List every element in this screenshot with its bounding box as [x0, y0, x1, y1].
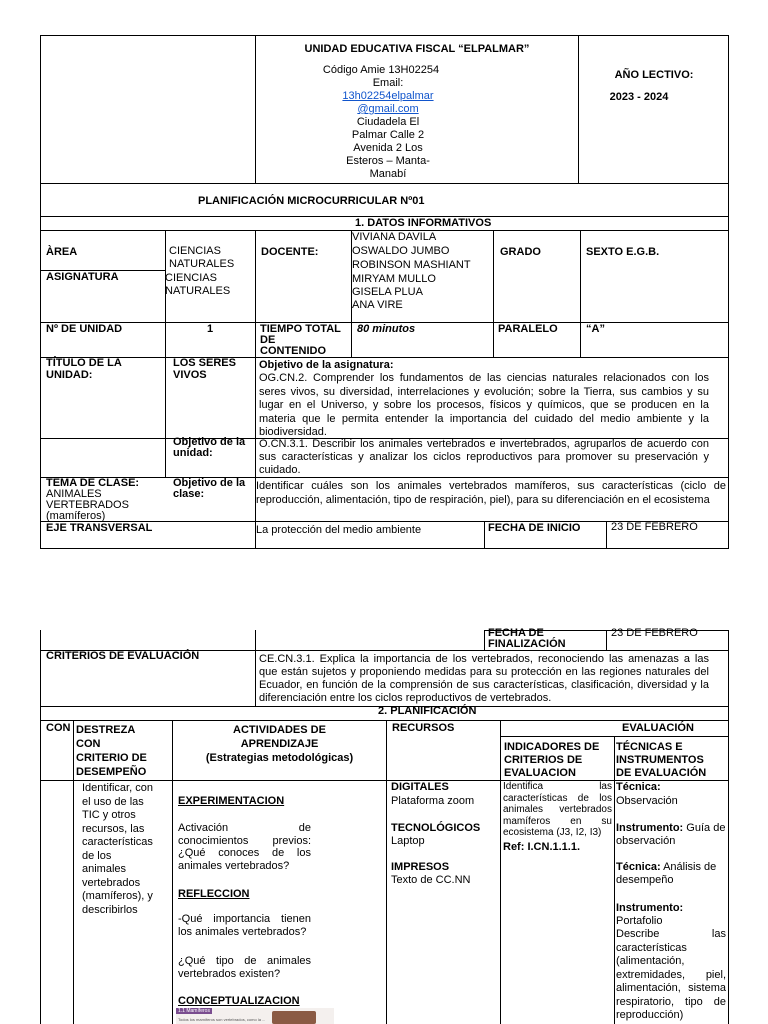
address-line-4: Esteros – Manta- — [346, 155, 430, 167]
col-destreza — [76, 723, 147, 779]
tema-label: TEMA DE CLASE: — [46, 477, 140, 489]
email-link-part1[interactable]: 13h02254elpalmar — [342, 90, 434, 102]
rule — [40, 720, 729, 721]
col-tecnicas — [616, 741, 706, 780]
tema-value-1: ANIMALES — [46, 488, 102, 500]
reflexion-text-2: ¿Qué tipo de animales vertebrados existen? — [178, 955, 311, 980]
asignatura-value-2: NATURALES — [165, 285, 231, 297]
col-actividades-line: APRENDIZAJE — [240, 738, 319, 750]
instrumento-label-2: Instrumento: — [616, 902, 684, 914]
rule — [40, 183, 729, 184]
rule — [578, 35, 579, 184]
rule — [40, 548, 729, 549]
col-actividades — [173, 723, 386, 765]
tiempo-label-2: DE — [260, 334, 276, 346]
destreza-line: el uso de las — [82, 795, 144, 808]
school-name: UNIDAD EDUCATIVA FISCAL “ELPALMAR” — [304, 43, 530, 55]
rec-digitales-value: Plataforma zoom — [391, 795, 475, 807]
conceptualizacion-heading: CONCEPTUALIZACION — [178, 995, 300, 1007]
col-indicadores-line: EVALUACION — [504, 767, 576, 779]
col-indicadores — [504, 741, 599, 780]
rule — [606, 521, 607, 549]
tecnica-label-1: Técnica: — [616, 781, 661, 793]
col-evaluacion: EVALUACIÓN — [622, 722, 694, 734]
rule — [606, 630, 607, 651]
rule — [255, 630, 256, 707]
fecha-fin-label-1: FECHA DE — [488, 627, 544, 639]
obj-unidad-label-1: Objetivo de la — [173, 436, 246, 448]
experimentacion-text: Activación de conocimientos previos: ¿Qué conoces de los animales vertebrados? — [178, 822, 311, 872]
col-destreza-line: CRITERIO DE — [76, 752, 147, 764]
year-label: AÑO LECTIVO: — [614, 69, 694, 81]
rule — [728, 630, 729, 1024]
reflexion-text-1: -Qué importancia tienen los animales vertebrados? — [178, 913, 311, 938]
col-tecnicas-line: DE EVALUACIÓN — [616, 767, 707, 779]
criterios-text: CE.CN.3.1. Explica la importancia de los vertebrados, reconociendo las amenazas a las que están sujetos y proponiendo medidas para su protección en las regiones naturales del Ecuador, en función de la comprensión de sus características, clasificación, diversidad y la diferenciación entre los ciclos reproductivos de vertebrados. — [259, 653, 709, 704]
destreza-line: TIC y otros — [82, 809, 136, 821]
obj-asignatura-text: OG.CN.2. Comprender los fundamentos de las ciencias naturales relacionados con los seres vivos, su diversidad, interrelaciones y evolución; sobre la Tierra, sus cambios y su lugar en el Universo, y sobre los procesos, físicos y químicos, que se producen en la materia que le permita entender la importancia del cuidado del medio ambiente y la biodiversidad. — [259, 372, 709, 438]
rule — [484, 630, 485, 651]
thumbnail-label: 1.1 Mamíferos — [178, 1008, 210, 1014]
destreza-text — [82, 782, 162, 917]
docente-6: ANA VIRE — [352, 299, 403, 311]
rule — [172, 720, 173, 1024]
mammal-photo — [272, 1011, 316, 1024]
tecnica-value-1: Observación — [616, 795, 678, 807]
section2-title: 2. PLANIFICACIÓN — [378, 705, 477, 717]
address-line-2: Palmar Calle 2 — [351, 129, 425, 141]
fecha-inicio-value: 23 DE FEBRERO — [611, 521, 698, 533]
rec-tecnologicos-label: TECNOLÓGICOS — [391, 822, 481, 834]
rec-tecnologicos-value: Laptop — [391, 835, 425, 847]
rule — [40, 35, 729, 36]
tema-value-3: (mamíferos) — [46, 510, 106, 522]
col-indicadores-line: INDICADORES DE — [504, 741, 600, 753]
destreza-line: características — [82, 836, 153, 848]
obj-unidad-text: O.CN.3.1. Describir los animales vertebrados e invertebrados, agruparlos de acuerdo con sus características y analizar los ciclos reproductivos para promover su preservación y cuidado. — [259, 438, 709, 476]
col-destreza-line: CON — [76, 738, 101, 750]
destreza-line: recursos, las — [82, 822, 145, 835]
experimentacion-heading: EXPERIMENTACION — [178, 795, 285, 807]
tecnica-label-2: Técnica: — [616, 861, 661, 873]
email-label: Email: — [372, 77, 404, 89]
docente-2: OSWALDO JUMBO — [352, 245, 450, 257]
year-value: 2023 - 2024 — [609, 91, 669, 103]
section1-title: 1. DATOS INFORMATIVOS — [355, 217, 492, 229]
destreza-line: de los — [82, 849, 112, 862]
tiempo-label-3: CONTENIDO — [260, 345, 326, 357]
obj-unidad-label-2: unidad: — [173, 447, 213, 459]
address-line-1: Ciudadela El — [356, 116, 420, 128]
instrumento-label-1: Instrumento: — [616, 822, 684, 834]
titulo-label-1: TÍTULO DE LA — [46, 357, 122, 369]
tecnica-value-2: Análisis de desempeño — [616, 861, 717, 886]
tiempo-label-1: TIEMPO TOTAL — [260, 323, 341, 335]
rule — [493, 230, 494, 358]
tecnica-2 — [616, 861, 726, 887]
fecha-fin-value: 23 DE FEBRERO — [611, 627, 698, 639]
destreza-line: Identificar, con — [82, 782, 153, 794]
col-actividades-line: (Estrategias metodológicas) — [205, 752, 354, 764]
grado-label: GRADO — [500, 246, 541, 258]
col-con: CON — [46, 722, 71, 734]
rule — [40, 630, 41, 1024]
address-line-5: Manabí — [369, 168, 407, 180]
criterios-label: CRITERIOS DE EVALUACIÓN — [46, 650, 200, 662]
titulo-value-1: LOS SERES — [173, 357, 236, 369]
destreza-line: describirlos — [82, 903, 138, 916]
address-line-3: Avenida 2 Los — [353, 142, 423, 154]
col-destreza-line: DESTREZA — [76, 724, 136, 736]
eje-label: EJE TRANSVERSAL — [46, 522, 153, 534]
indicador-text: Identifica las características de los animales vertebrados mamíferos en su ecosistema (J3, I2, I3) — [503, 781, 612, 839]
instrumento-description: Describe las características (alimentación, extremidades, piel, alimentación, sistema respiratorio, tipo de reproducción) — [616, 928, 726, 1021]
thumbnail-caption: Todos los mamíferos son vertebrados, como la ... — [178, 1017, 266, 1022]
rule — [614, 736, 615, 1024]
email-link-part2[interactable]: @gmail.com — [357, 103, 419, 115]
tiempo-value: 80 minutos — [357, 323, 416, 335]
rule — [40, 35, 41, 549]
unidad-label: Nº DE UNIDAD — [46, 323, 123, 335]
reflexion-heading: REFLECCION — [178, 888, 250, 900]
col-destreza-line: DESEMPEÑO — [76, 766, 147, 778]
obj-clase-label-2: clase: — [173, 488, 205, 500]
asignatura-label: ASIGNATURA — [46, 271, 119, 283]
rule — [386, 720, 387, 1024]
rule — [728, 35, 729, 549]
rec-digitales-label: DIGITALES — [391, 781, 449, 793]
instrumento-value-1: Guía de observación — [616, 822, 726, 847]
col-actividades-line: ACTIVIDADES DE — [233, 724, 326, 736]
instrumento-1 — [616, 822, 726, 848]
rule — [40, 477, 729, 478]
col-tecnicas-line: TÉCNICAS E — [616, 741, 683, 753]
tema-value-2: VERTEBRADOS — [46, 499, 129, 511]
grado-value: SEXTO E.G.B. — [586, 246, 660, 258]
rule — [500, 720, 501, 1024]
indicador-ref: Ref: I.CN.1.1.1. — [503, 841, 581, 853]
col-recursos: RECURSOS — [392, 722, 455, 734]
rule — [73, 720, 74, 1024]
obj-clase-label-1: Objetivo de la — [173, 477, 246, 489]
paralelo-value: “A” — [586, 323, 605, 335]
rec-impresos-label: IMPRESOS — [391, 861, 450, 873]
titulo-value-2: VIVOS — [173, 369, 207, 381]
col-indicadores-line: CRITERIOS DE — [504, 754, 583, 766]
area-label: ÀREA — [46, 246, 78, 258]
titulo-label-2: UNIDAD: — [46, 369, 93, 381]
docente-label: DOCENTE: — [261, 246, 319, 258]
area-value-2: NATURALES — [169, 258, 235, 270]
docente-3: ROBINSON MASHIANT — [352, 259, 471, 271]
asignatura-value-1: CIENCIAS — [165, 272, 217, 284]
destreza-line: animales — [82, 863, 127, 875]
instrumento-value-2: Portafolio — [616, 915, 663, 927]
destreza-line: vertebrados — [82, 876, 141, 889]
rule — [580, 230, 581, 358]
rule — [40, 357, 729, 358]
eje-value: La protección del medio ambiente — [256, 524, 422, 536]
obj-asignatura-label: Objetivo de la asignatura: — [259, 359, 394, 371]
mammals-thumbnail — [176, 1008, 334, 1024]
plan-title: PLANIFICACIÓN MICROCURRICULAR Nº01 — [198, 195, 425, 207]
rule — [484, 521, 485, 549]
amie-code: Código Amie 13H02254 — [322, 64, 440, 76]
fecha-inicio-label: FECHA DE INICIO — [488, 522, 581, 534]
fecha-fin-label-2: FINALIZACIÓN — [488, 638, 566, 650]
col-tecnicas-line: INSTRUMENTOS — [616, 754, 704, 766]
docente-1: VIVIANA DAVILA — [352, 231, 437, 243]
rec-impresos-value: Texto de CC.NN — [391, 874, 471, 886]
unidad-value: 1 — [207, 323, 214, 335]
area-value-1: CIENCIAS — [169, 245, 221, 257]
destreza-line: (mamíferos), y — [82, 890, 153, 902]
docente-4: MIRYAM MULLO — [352, 273, 436, 285]
rule — [165, 230, 166, 478]
docente-5: GISELA PLUA — [352, 286, 423, 298]
obj-clase-text: Identificar cuáles son los animales vertebrados mamíferos, sus características (ciclo de reproducción, alimentación, tipo de respiración, piel), para su diferenciación en el ecosistema — [256, 480, 726, 506]
paralelo-label: PARALELO — [498, 323, 558, 335]
